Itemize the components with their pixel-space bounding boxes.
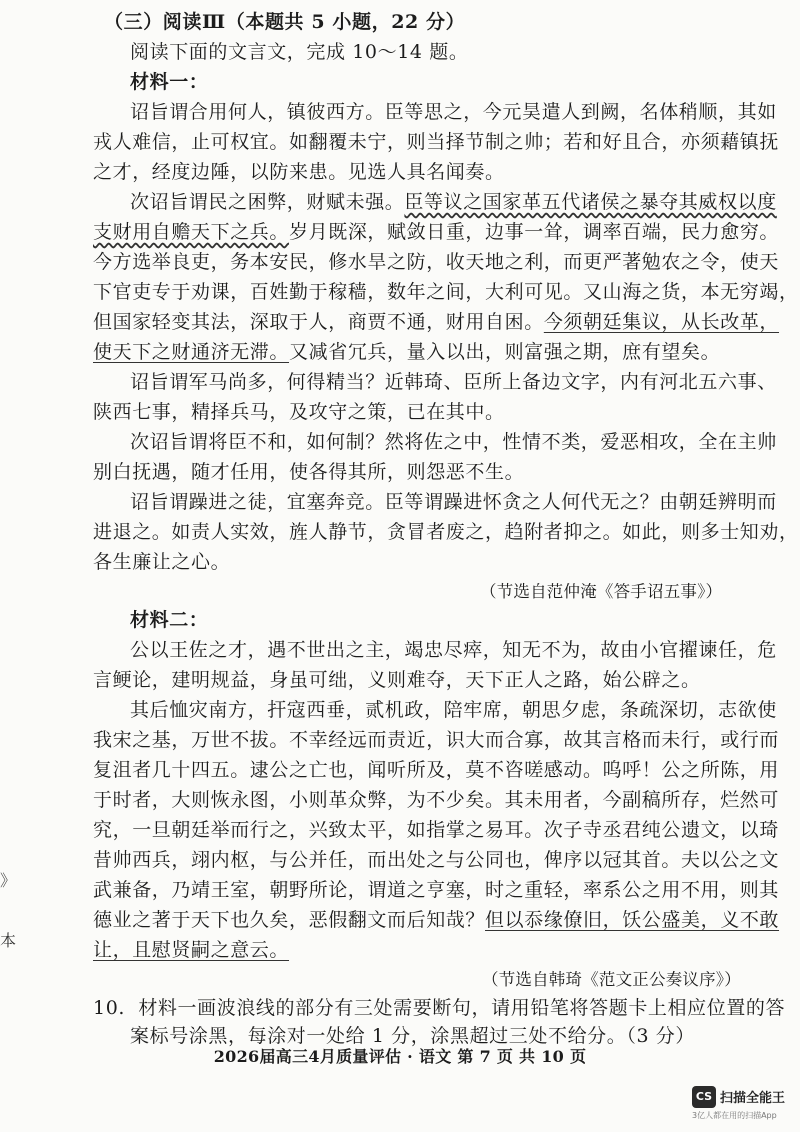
material1-line-underlined — [93, 340, 720, 364]
material2-line: 复沮者几十四五。逮公之亡也，闻听所及，莫不咨嗟感动。呜呼！公之所陈，用 — [93, 759, 780, 781]
material2-line: 武兼备，乃靖王室，朝野所论，谓道之亨塞，时之重轻，率系公之用不用，则其 — [93, 879, 780, 901]
material1-line: 进退之。如责人实效，旌人静节，贪冒者废之，趋附者抑之。如此，则多士知劝， — [93, 521, 799, 543]
underlined-text: 今须朝廷集议，从长改革， — [543, 311, 780, 333]
edge-mark: 本 — [0, 931, 17, 950]
material1-line: 各生廉让之心。 — [93, 551, 231, 573]
material1-text: 次诏旨谓民之困弊，财赋未强。 — [130, 191, 405, 213]
material2-line: 言鲠论，建明规益，身虽可绌，义则难夺，天下正人之路，始公辟之。 — [93, 669, 701, 691]
material2-line: 其后恤灾南方，扞寇西垂，贰机政，陪牢席，朝思夕虑，条疏深切，志欲使 — [130, 699, 777, 721]
material1-line-underlined — [93, 310, 779, 334]
material1-line: 今方选举良吏，务本安民，修水旱之防，收天地之利，而更严著勉农之令，使天 — [93, 251, 780, 273]
section-instruction: 阅读下面的文言文，完成 10～14 题。 — [130, 41, 469, 63]
material1-line-wavy — [93, 220, 779, 244]
question10-line — [93, 996, 785, 1020]
section-heading: （三）阅读Ⅲ（本题共 5 小题，22 分） — [104, 11, 466, 33]
question10-line2: 案标号涂黑，每涂对一处给 1 分，涂黑超过三处不给分。（3 分） — [130, 1025, 695, 1047]
material1-line-wavy — [130, 190, 777, 214]
material2-line: 究，一旦朝廷举而行之，兴致太平，如指掌之易耳。次子寺丞君纯公遗文，以琦 — [93, 819, 780, 841]
material1-text: 但国家轻变其法，深取于人，商贾不通，财用自困。 — [93, 311, 544, 333]
material1-source: （节选自范仲淹《答手诏五事》） — [480, 582, 723, 601]
material1-line: 诏旨谓躁进之徒，宜塞奔竞。臣等谓躁进怀贪之人何代无之？由朝廷辨明而 — [130, 491, 777, 513]
material1-line: 次诏旨谓将臣不和，如何制？然将佐之中，性情不类，爱恶相攻，全在主帅 — [130, 431, 777, 453]
watermark-title: 扫描全能王 — [720, 1091, 786, 1106]
material2-line: 昔帅西兵，翊内枢，与公并任，而出处之与公同也，俾序以冠其首。夫以公之文 — [93, 849, 780, 871]
material2-line: 我宋之基，万世不拔。不幸经远而责近，识大而合寡，故其言格而未行，或行而 — [93, 729, 780, 751]
material1-line: 陕西七事，精择兵马，及攻守之策，已在其中。 — [93, 401, 505, 423]
wavy-underlined-text: 臣等议之国家革五代诸侯之暴夺其威权以度 — [404, 191, 777, 213]
underlined-text: 让，且慰贤嗣之意云。 — [93, 939, 290, 961]
underlined-text: 使天下之财通济无滞。 — [93, 341, 290, 363]
material1-text: 又减省冗兵，量入以出，则富强之期，庶有望矣。 — [289, 341, 721, 363]
underlined-text: 但以忝缘僚旧，饫公盛美，义不敢 — [485, 909, 780, 931]
camscanner-icon: CS — [692, 1086, 716, 1108]
material2-line: 公以王佐之才，遇不世出之主，竭忠尽瘁，知无不为，故由小官擢谏任，危 — [130, 639, 777, 661]
scanner-watermark — [692, 1084, 800, 1124]
material2-source: （节选自韩琦《范文正公奏议序》） — [482, 970, 741, 989]
material1-line: 诏旨谓合用何人，镇彼西方。臣等思之，今元昊遣人到阙，名体稍顺，其如 — [130, 101, 777, 123]
material1-label: 材料一： — [130, 71, 209, 93]
question-text: 材料一画波浪线的部分有三处需要断句，请用铅笔将答题卡上相应位置的答 — [138, 997, 786, 1019]
material2-line: 于时者，大则恢永图，小则革众弊，为不少矣。其未用者，今副稿所存，烂然可 — [93, 789, 780, 811]
material2-label: 材料二： — [130, 609, 209, 631]
material1-line: 别白抚遇，随才任用，使各得其所，则怨恶不生。 — [93, 461, 525, 483]
material2-line-underlined — [93, 938, 289, 962]
material1-line: 戎人难信，止可权宜。如翻覆未宁，则当择节制之帅；若和好且合，亦须藉镇抚 — [93, 131, 780, 153]
watermark-subtitle: 3亿人都在用的扫描App — [692, 1111, 777, 1120]
material2-text: 德业之著于天下也久矣，恶假翻文而后知哉？ — [93, 909, 486, 931]
material2-line-underlined — [93, 908, 779, 932]
material1-line: 下官吏专于劝课，百姓勤于稼穑，数年之间，大利可见。又山海之货，本无穷竭， — [93, 281, 799, 303]
wavy-underlined-text: 支财用自赡天下之兵。 — [93, 221, 290, 243]
edge-mark: 》 — [0, 871, 17, 890]
question-number: 10. — [93, 997, 126, 1019]
material1-line: 之才，经度边陲，以防来患。见选人具名闻奏。 — [93, 161, 505, 183]
page-footer: 2026届高三4月质量评估 · 语文 第 7 页 共 10 页 — [213, 1047, 587, 1066]
material1-text: 岁月既深，赋敛日重，边事一耸，调率百端，民力愈穷。 — [289, 221, 780, 243]
material1-line: 诏旨谓军马尚多，何得精当？近韩琦、臣所上备边文字，内有河北五六事、 — [130, 371, 777, 393]
